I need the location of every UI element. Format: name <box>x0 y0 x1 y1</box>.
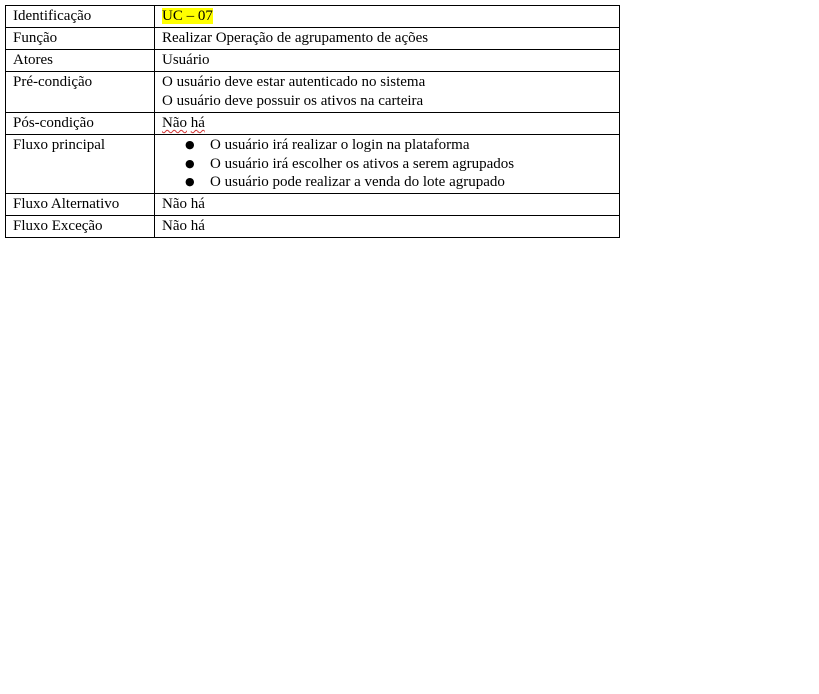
label-fluxo-excecao: Fluxo Exceção <box>6 215 155 237</box>
label-atores: Atores <box>6 50 155 72</box>
fluxo-principal-list <box>162 136 612 192</box>
label-fluxo-principal: Fluxo principal <box>6 135 155 194</box>
value-pos-condicao <box>155 113 620 135</box>
value-atores: Usuário <box>155 50 620 72</box>
bullet-dot-icon: ● <box>185 175 195 188</box>
use-case-table <box>5 5 620 238</box>
list-item-text: O usuário irá realizar o login na plataforma <box>210 137 470 153</box>
row-fluxo-alternativo <box>6 193 620 215</box>
value-fluxo-principal <box>155 135 620 194</box>
value-fluxo-excecao: Não há <box>155 215 620 237</box>
pre-condicao-line: O usuário deve estar autenticado no sistema <box>162 74 426 90</box>
spellcheck-word[interactable]: há <box>190 115 205 131</box>
row-fluxo-principal <box>6 135 620 194</box>
list-item <box>185 173 612 192</box>
value-identificacao: UC – 07 <box>162 8 213 24</box>
row-pre-condicao <box>6 72 620 113</box>
bullet-dot-icon: ● <box>185 138 195 151</box>
value-fluxo-alternativo: Não há <box>155 193 620 215</box>
row-fluxo-excecao <box>6 215 620 237</box>
list-item <box>185 136 612 155</box>
row-identificacao <box>6 6 620 28</box>
row-funcao <box>6 28 620 50</box>
list-item-text: O usuário pode realizar a venda do lote agrupado <box>210 174 505 190</box>
label-funcao: Função <box>6 28 155 50</box>
label-pre-condicao: Pré-condição <box>6 72 155 113</box>
value-pre-condicao <box>155 72 620 113</box>
label-fluxo-alternativo: Fluxo Alternativo <box>6 193 155 215</box>
spellcheck-word[interactable]: Não <box>162 115 187 131</box>
row-atores <box>6 50 620 72</box>
label-identificacao: Identificação <box>6 6 155 28</box>
list-item-text: O usuário irá escolher os ativos a serem agrupados <box>210 155 515 172</box>
bullet-dot-icon: ● <box>185 156 195 170</box>
label-pos-condicao: Pós-condição <box>6 113 155 135</box>
value-funcao: Realizar Operação de agrupamento de ações <box>155 28 620 50</box>
list-item <box>185 155 612 174</box>
pre-condicao-line: O usuário deve possuir os ativos na carteira <box>162 93 424 109</box>
value-identificacao-cell <box>155 6 620 28</box>
row-pos-condicao <box>6 113 620 135</box>
